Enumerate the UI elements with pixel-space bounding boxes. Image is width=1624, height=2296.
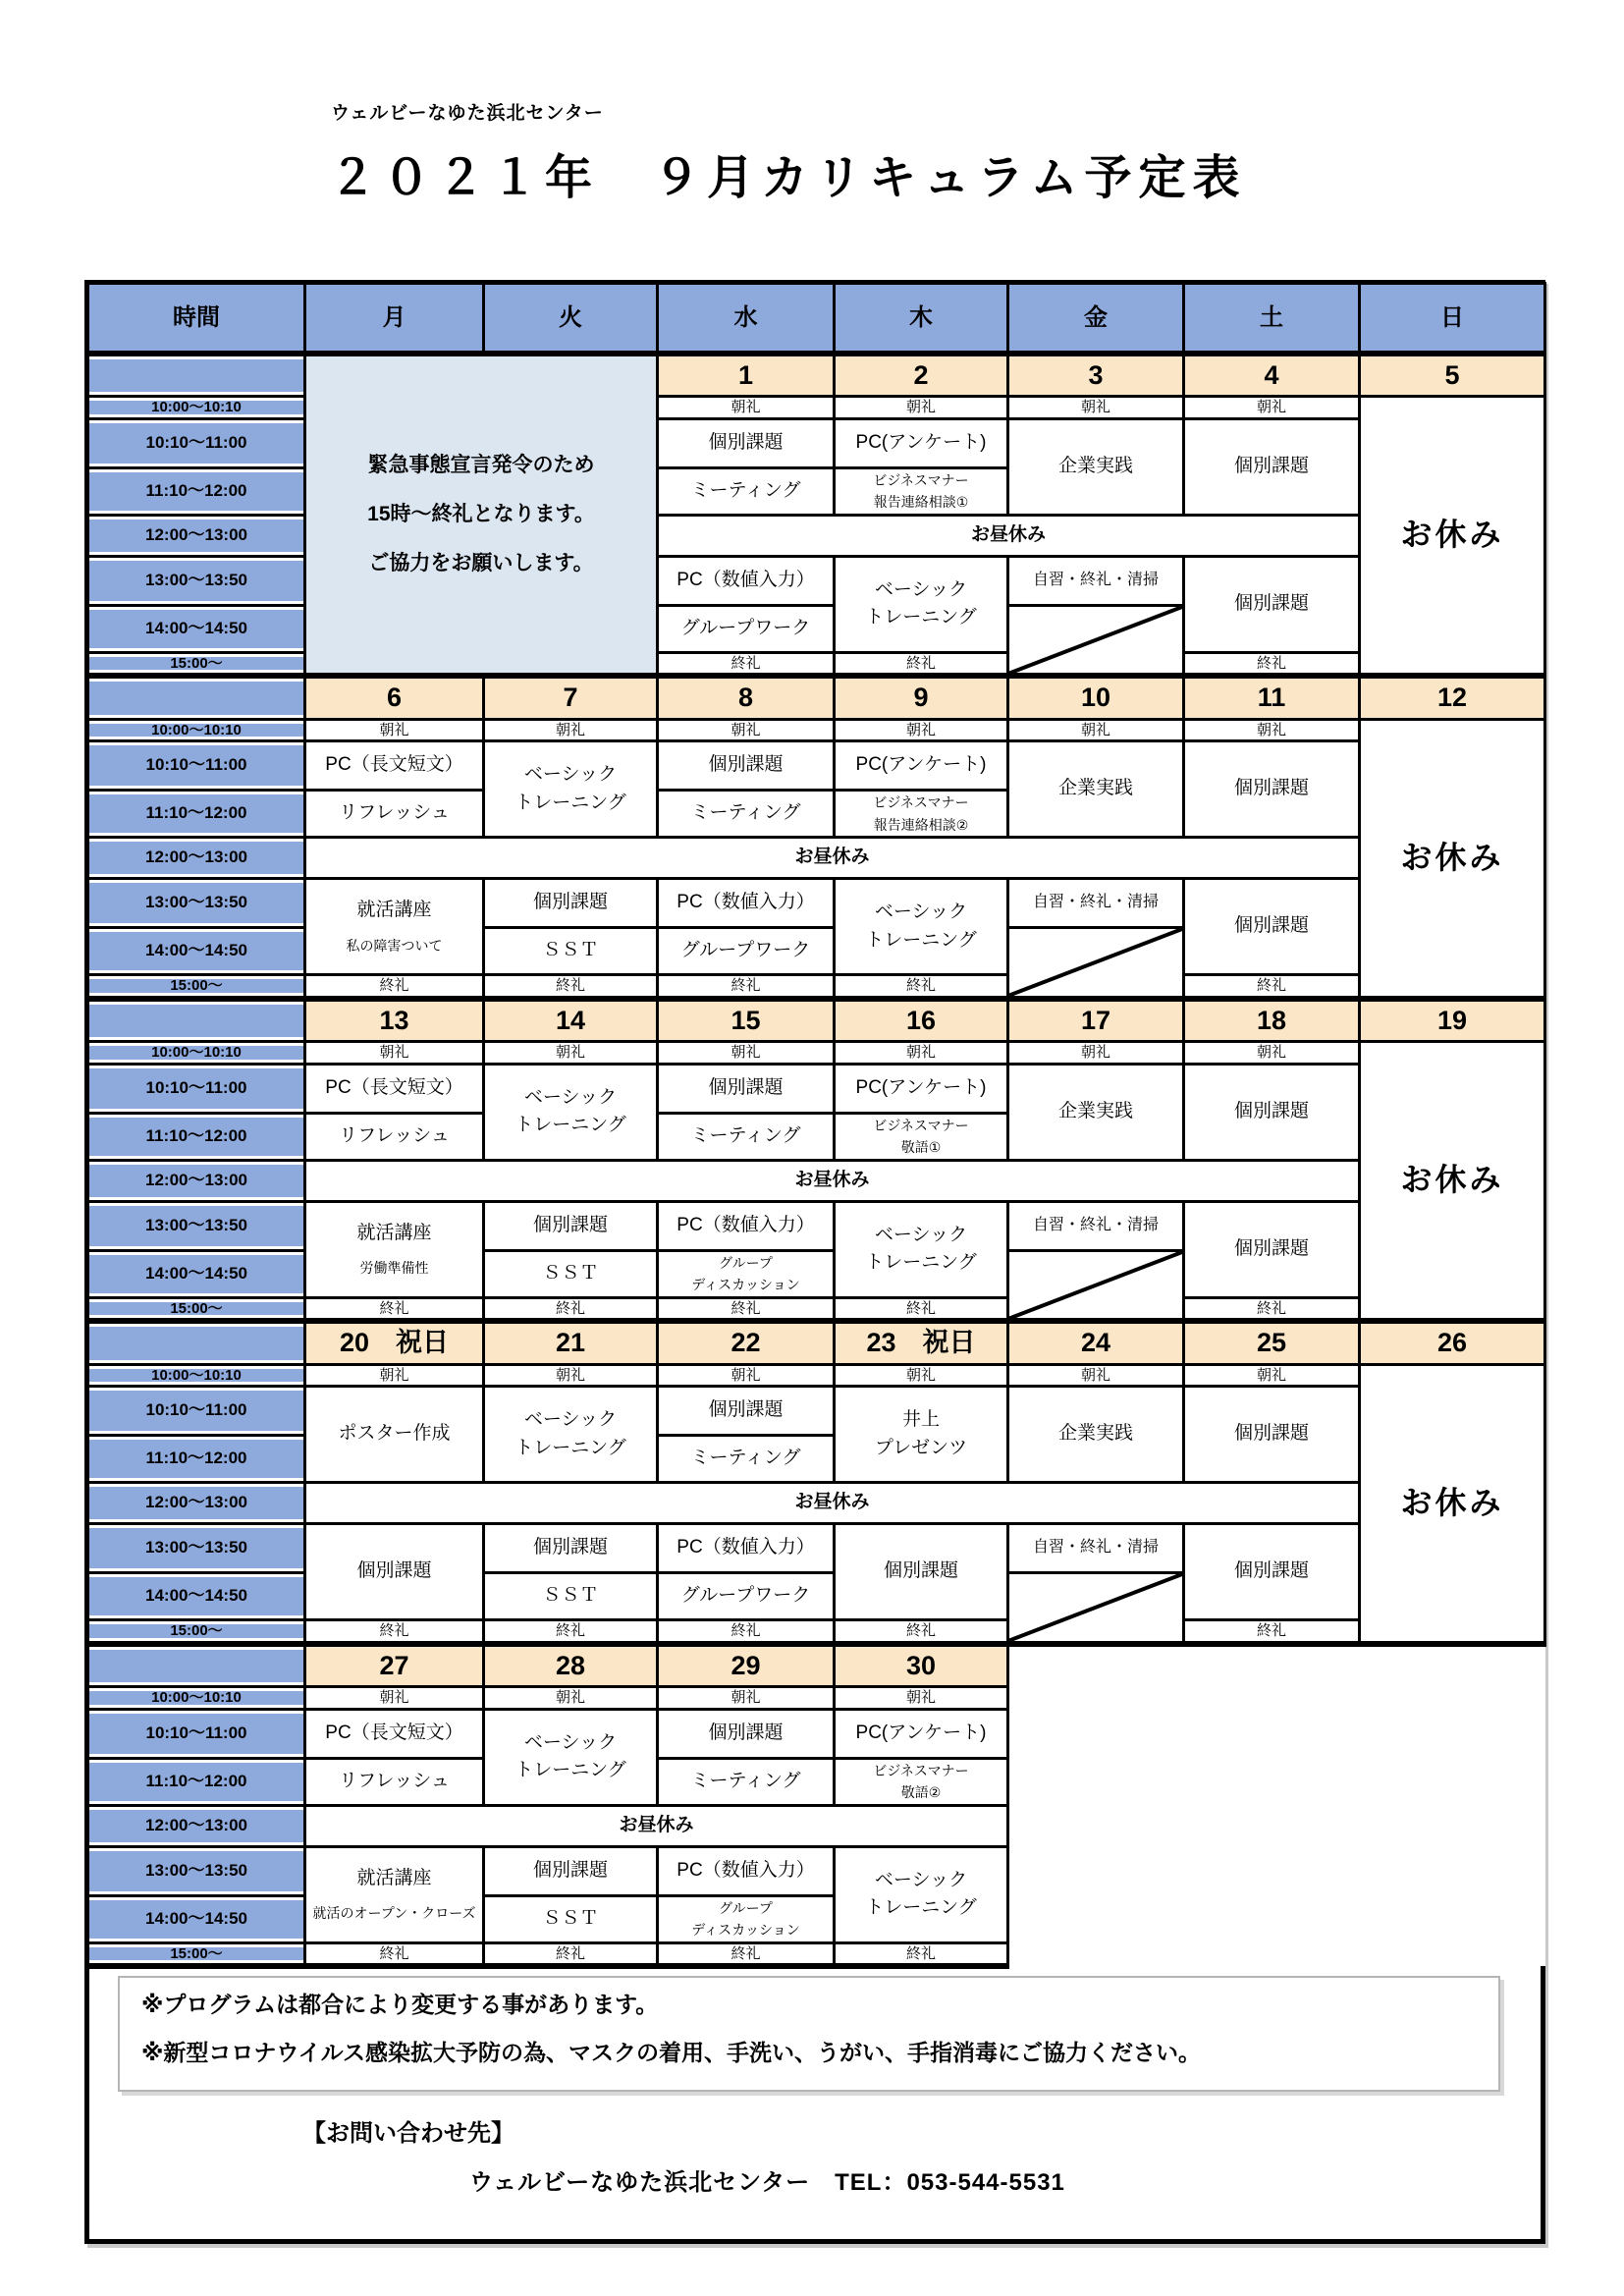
activity-cell: 個別課題	[1184, 1201, 1360, 1297]
col-header-thu: 木	[835, 284, 1008, 354]
date-cell: 16	[835, 999, 1008, 1042]
activity-cell: 個別課題	[1184, 556, 1360, 652]
date-cell: 18	[1184, 999, 1360, 1042]
col-header-wed: 水	[658, 284, 835, 354]
activity-cell: ＳＳＴ	[484, 928, 658, 975]
diagonal-line-icon	[1009, 1574, 1182, 1641]
morning-assembly-cell: 朝礼	[658, 719, 835, 741]
activity-cell: 個別課題	[1184, 741, 1360, 838]
dayoff-cell: お休み	[1360, 719, 1545, 999]
activity-line: トレーニング	[514, 792, 626, 813]
activity-cell: PC（数値入力）	[658, 1201, 835, 1250]
activity-cell	[484, 1387, 658, 1483]
activity-cell: ミーティング	[658, 791, 835, 838]
time-cell: 12:00～13:00	[88, 515, 305, 556]
activity-line: ベーシック	[523, 1731, 618, 1753]
closing-cell: 終礼	[835, 975, 1008, 999]
activity-line: トレーニング	[865, 607, 977, 628]
notice-line: 15時～終礼となります。	[367, 502, 595, 525]
activity-line: 就活講座	[356, 1222, 432, 1243]
morning-assembly-cell: 朝礼	[835, 719, 1008, 741]
lunch-cell: お昼休み	[658, 515, 1360, 556]
time-cell: 13:00～13:50	[88, 1201, 305, 1250]
activity-line: ベーシック	[874, 578, 968, 600]
activity-cell: グループワーク	[658, 605, 835, 652]
activity-line: プレゼンツ	[874, 1437, 968, 1458]
time-cell	[88, 1321, 305, 1364]
activity-cell	[305, 1201, 484, 1297]
activity-cell: ミーティング	[658, 1436, 835, 1483]
activity-cell: 個別課題	[484, 1846, 658, 1895]
week5-date-row	[88, 1644, 1545, 1687]
week3-date-row	[88, 999, 1545, 1042]
time-cell: 10:00～10:10	[88, 1687, 305, 1710]
activity-cell: PC（数値入力）	[658, 556, 835, 605]
activity-cell: PC（数値入力）	[658, 879, 835, 928]
time-cell: 14:00～14:50	[88, 1573, 305, 1620]
lunch-cell: お昼休み	[305, 1805, 1008, 1846]
closing-cell: 終礼	[484, 1620, 658, 1644]
activity-cell: PC(アンケート)	[835, 1709, 1008, 1758]
time-cell: 15:00～	[88, 975, 305, 999]
activity-subline: 就活のオープン・クローズ	[312, 1905, 476, 1922]
activity-line: ビジネスマナー	[873, 471, 969, 488]
closing-cell: 終礼	[1184, 975, 1360, 999]
activity-cell: 個別課題	[1184, 418, 1360, 515]
date-cell: 21	[484, 1321, 658, 1364]
date-cell: 28	[484, 1644, 658, 1687]
date-cell: 26	[1360, 1321, 1545, 1364]
time-cell: 10:00～10:10	[88, 1364, 305, 1387]
closing-cell: 終礼	[1184, 652, 1360, 676]
diagonal-cell	[1008, 605, 1184, 676]
morning-assembly-cell: 朝礼	[305, 1687, 484, 1710]
activity-line: ベーシック	[874, 1869, 968, 1890]
diagonal-cell	[1008, 1573, 1184, 1644]
date-cell: 8	[658, 676, 835, 719]
week4-date-row	[88, 1321, 1545, 1364]
closing-cell: 終礼	[305, 975, 484, 999]
activity-cell: PC(アンケート)	[835, 741, 1008, 791]
activity-line: トレーニング	[865, 929, 977, 951]
time-cell	[88, 1644, 305, 1687]
closing-cell: 終礼	[658, 1620, 835, 1644]
activity-line: 敬語②	[900, 1784, 942, 1800]
notice-line: ご協力をお願いします。	[368, 551, 594, 574]
date-cell: 2	[835, 354, 1008, 397]
time-cell: 10:10～11:00	[88, 741, 305, 791]
date-cell: 10	[1008, 676, 1184, 719]
activity-cell: ＳＳＴ	[484, 1895, 658, 1942]
activity-cell: グループワーク	[658, 928, 835, 975]
schedule-table	[86, 282, 1546, 1969]
activity-cell	[835, 879, 1008, 975]
activity-cell: 個別課題	[484, 1201, 658, 1250]
date-cell: 15	[658, 999, 835, 1042]
note-program-change: ※プログラムは都合により変更する事があります。	[141, 1992, 659, 2017]
closing-cell: 終礼	[658, 975, 835, 999]
closing-cell: 終礼	[835, 652, 1008, 676]
activity-cell: PC(アンケート)	[835, 418, 1008, 467]
week1-date-row	[88, 354, 1545, 397]
time-cell: 13:00～13:50	[88, 1524, 305, 1573]
activity-line: ビジネスマナー	[873, 1117, 969, 1133]
morning-assembly-cell: 朝礼	[835, 1042, 1008, 1065]
morning-assembly-cell: 朝礼	[835, 397, 1008, 419]
activity-line: ディスカッション	[691, 1922, 800, 1938]
activity-line: ビジネスマナー	[873, 1762, 969, 1778]
morning-assembly-cell: 朝礼	[484, 1687, 658, 1710]
week2-date-row	[88, 676, 1545, 719]
date-cell: 1	[658, 354, 835, 397]
diagonal-cell	[1008, 1250, 1184, 1321]
closing-cell: 終礼	[658, 1942, 835, 1966]
morning-assembly-cell: 朝礼	[1184, 397, 1360, 419]
date-cell: 14	[484, 999, 658, 1042]
emergency-notice-cell	[305, 354, 658, 677]
closing-cell: 終礼	[835, 1942, 1008, 1966]
diagonal-line-icon	[1009, 607, 1182, 674]
time-cell: 15:00～	[88, 1297, 305, 1321]
morning-assembly-cell: 朝礼	[1184, 1364, 1360, 1387]
blank-area	[1008, 1644, 1545, 1967]
activity-line: 報告連絡相談①	[873, 494, 969, 510]
note-covid: ※新型コロナウイルス感染拡大予防の為、マスクの着用、手洗い、うがい、手指消毒にご協力ください。	[141, 2040, 1201, 2065]
morning-assembly-cell: 朝礼	[658, 1687, 835, 1710]
col-header-sat: 土	[1184, 284, 1360, 354]
activity-line: グループ	[719, 1899, 773, 1916]
activity-line: ベーシック	[523, 764, 618, 785]
activity-cell: ポスター作成	[305, 1387, 484, 1483]
time-cell: 15:00～	[88, 1942, 305, 1966]
lunch-cell: お昼休み	[305, 1160, 1360, 1201]
time-cell: 10:10～11:00	[88, 418, 305, 467]
activity-line: トレーニング	[865, 1897, 977, 1918]
activity-subline: 私の障害ついて	[346, 937, 443, 954]
time-cell: 10:00～10:10	[88, 1042, 305, 1065]
activity-cell: リフレッシュ	[305, 1113, 484, 1160]
lunch-cell: お昼休み	[305, 838, 1360, 879]
activity-cell	[835, 467, 1008, 515]
activity-cell: 個別課題	[658, 1709, 835, 1758]
activity-cell: 個別課題	[1184, 1387, 1360, 1483]
activity-cell: ミーティング	[658, 1113, 835, 1160]
morning-assembly-cell: 朝礼	[835, 1687, 1008, 1710]
closing-cell: 終礼	[484, 1297, 658, 1321]
morning-assembly-cell: 朝礼	[305, 719, 484, 741]
date-cell: 12	[1360, 676, 1545, 719]
activity-cell: ミーティング	[658, 467, 835, 515]
morning-assembly-cell: 朝礼	[1008, 1364, 1184, 1387]
activity-cell: 個別課題	[658, 1387, 835, 1436]
time-cell: 12:00～13:00	[88, 838, 305, 879]
closing-cell: 終礼	[305, 1297, 484, 1321]
lunch-cell: お昼休み	[305, 1483, 1360, 1524]
self-study-cell: 自習・終礼・清掃	[1008, 1201, 1184, 1250]
morning-assembly-cell: 朝礼	[484, 719, 658, 741]
activity-line: トレーニング	[865, 1252, 977, 1273]
activity-cell: 個別課題	[484, 1524, 658, 1573]
activity-cell: 個別課題	[1184, 1064, 1360, 1160]
closing-cell: 終礼	[658, 652, 835, 676]
activity-cell: リフレッシュ	[305, 1758, 484, 1805]
date-cell: 30	[835, 1644, 1008, 1687]
activity-cell: PC（長文短文）	[305, 741, 484, 791]
notes-box	[118, 1976, 1500, 2092]
time-cell	[88, 354, 305, 397]
activity-line: 就活講座	[356, 1867, 432, 1888]
date-cell: 5	[1360, 354, 1545, 397]
time-cell: 13:00～13:50	[88, 1846, 305, 1895]
closing-cell: 終礼	[1184, 1297, 1360, 1321]
col-header-time: 時間	[88, 284, 305, 354]
time-cell: 12:00～13:00	[88, 1805, 305, 1846]
time-cell: 13:00～13:50	[88, 556, 305, 605]
header-row	[88, 284, 1545, 354]
activity-cell: 個別課題	[658, 418, 835, 467]
morning-assembly-cell: 朝礼	[1008, 397, 1184, 419]
activity-line: ビジネスマナー	[873, 794, 969, 811]
activity-cell	[835, 1387, 1008, 1483]
activity-cell: 個別課題	[658, 741, 835, 791]
activity-cell: 企業実践	[1008, 1387, 1184, 1483]
time-cell: 10:10～11:00	[88, 1387, 305, 1436]
activity-line: ベーシック	[874, 902, 968, 922]
activity-cell: PC（数値入力）	[658, 1524, 835, 1573]
activity-cell: PC（長文短文）	[305, 1064, 484, 1113]
activity-line: トレーニング	[514, 1115, 626, 1135]
date-cell: 27	[305, 1644, 484, 1687]
activity-line: ディスカッション	[691, 1277, 800, 1292]
activity-cell: 個別課題	[658, 1064, 835, 1113]
activity-cell: ＳＳＴ	[484, 1250, 658, 1297]
col-header-sun: 日	[1360, 284, 1545, 354]
morning-assembly-cell: 朝礼	[305, 1364, 484, 1387]
activity-cell: 企業実践	[1008, 1064, 1184, 1160]
morning-assembly-cell: 朝礼	[484, 1042, 658, 1065]
activity-cell	[835, 791, 1008, 838]
activity-cell: リフレッシュ	[305, 791, 484, 838]
date-cell: 17	[1008, 999, 1184, 1042]
activity-cell	[484, 1709, 658, 1805]
activity-cell: PC（数値入力）	[658, 1846, 835, 1895]
self-study-cell: 自習・終礼・清掃	[1008, 1524, 1184, 1573]
activity-line: ベーシック	[523, 1409, 618, 1430]
date-cell-holiday: 20 祝日	[305, 1321, 484, 1364]
page-title: ２０２１年 ９月カリキュラム予定表	[329, 152, 1247, 204]
activity-cell	[484, 741, 658, 838]
time-cell: 10:00～10:10	[88, 719, 305, 741]
closing-cell: 終礼	[658, 1297, 835, 1321]
activity-cell: PC（長文短文）	[305, 1709, 484, 1758]
activity-cell	[835, 1113, 1008, 1160]
closing-cell: 終礼	[484, 975, 658, 999]
date-cell: 11	[1184, 676, 1360, 719]
date-cell: 7	[484, 676, 658, 719]
date-cell: 29	[658, 1644, 835, 1687]
diagonal-line-icon	[1009, 1252, 1182, 1319]
closing-cell: 終礼	[305, 1620, 484, 1644]
time-cell: 10:00～10:10	[88, 397, 305, 419]
activity-cell: ＳＳＴ	[484, 1573, 658, 1620]
date-cell: 6	[305, 676, 484, 719]
contact-heading: 【お問い合わせ先】	[302, 2120, 514, 2147]
activity-line: トレーニング	[514, 1760, 626, 1780]
activity-cell	[658, 1250, 835, 1297]
activity-cell	[835, 1846, 1008, 1942]
activity-cell	[305, 879, 484, 975]
activity-cell	[835, 1201, 1008, 1297]
time-cell: 15:00～	[88, 1620, 305, 1644]
time-cell: 14:00～14:50	[88, 1250, 305, 1297]
date-cell: 3	[1008, 354, 1184, 397]
morning-assembly-cell: 朝礼	[1008, 719, 1184, 741]
time-cell: 10:10～11:00	[88, 1064, 305, 1113]
time-cell: 14:00～14:50	[88, 928, 305, 975]
date-cell: 4	[1184, 354, 1360, 397]
activity-cell	[305, 1846, 484, 1942]
closing-cell: 終礼	[484, 1942, 658, 1966]
activity-cell: 企業実践	[1008, 418, 1184, 515]
diagonal-line-icon	[1009, 929, 1182, 996]
activity-line: トレーニング	[514, 1437, 626, 1458]
morning-assembly-cell: 朝礼	[835, 1364, 1008, 1387]
time-cell: 10:10～11:00	[88, 1709, 305, 1758]
activity-cell: グループワーク	[658, 1573, 835, 1620]
activity-line: ベーシック	[874, 1224, 968, 1245]
date-cell: 13	[305, 999, 484, 1042]
time-cell: 13:00～13:50	[88, 879, 305, 928]
time-cell: 11:10～12:00	[88, 1758, 305, 1805]
org-name: ウェルビーなゆた浜北センター	[331, 103, 604, 124]
morning-assembly-cell: 朝礼	[1008, 1042, 1184, 1065]
time-cell: 15:00～	[88, 652, 305, 676]
self-study-cell: 自習・終礼・清掃	[1008, 556, 1184, 605]
morning-assembly-cell: 朝礼	[1184, 1042, 1360, 1065]
date-cell: 9	[835, 676, 1008, 719]
time-cell	[88, 676, 305, 719]
date-cell: 19	[1360, 999, 1545, 1042]
self-study-cell: 自習・終礼・清掃	[1008, 879, 1184, 928]
activity-line: グループ	[719, 1254, 773, 1271]
time-cell: 11:10～12:00	[88, 1436, 305, 1483]
activity-subline: 労働準備性	[359, 1260, 429, 1277]
morning-assembly-cell: 朝礼	[658, 1364, 835, 1387]
closing-cell: 終礼	[305, 1942, 484, 1966]
time-cell	[88, 999, 305, 1042]
contact-line: ウェルビーなゆた浜北センター TEL：053-544-5531	[469, 2169, 1065, 2196]
col-header-fri: 金	[1008, 284, 1184, 354]
time-cell: 11:10～12:00	[88, 467, 305, 515]
date-cell-holiday: 23 祝日	[835, 1321, 1008, 1364]
activity-cell: 個別課題	[1184, 1524, 1360, 1620]
col-header-mon: 月	[305, 284, 484, 354]
diagonal-cell	[1008, 928, 1184, 999]
time-cell: 11:10～12:00	[88, 791, 305, 838]
activity-cell	[658, 1895, 835, 1942]
activity-cell: 個別課題	[1184, 879, 1360, 975]
activity-line: 報告連絡相談②	[873, 816, 969, 833]
time-cell: 12:00～13:00	[88, 1483, 305, 1524]
activity-line: ベーシック	[523, 1086, 618, 1108]
morning-assembly-cell: 朝礼	[658, 1042, 835, 1065]
morning-assembly-cell: 朝礼	[305, 1042, 484, 1065]
morning-assembly-cell: 朝礼	[658, 397, 835, 419]
closing-cell: 終礼	[835, 1297, 1008, 1321]
activity-cell: ミーティング	[658, 1758, 835, 1805]
time-cell: 14:00～14:50	[88, 605, 305, 652]
activity-cell: 個別課題	[484, 879, 658, 928]
activity-cell: PC(アンケート)	[835, 1064, 1008, 1113]
dayoff-cell: お休み	[1360, 1042, 1545, 1322]
activity-cell: 企業実践	[1008, 741, 1184, 838]
activity-cell: 個別課題	[305, 1524, 484, 1620]
dayoff-cell: お休み	[1360, 1364, 1545, 1644]
time-cell: 14:00～14:50	[88, 1895, 305, 1942]
morning-assembly-cell: 朝礼	[484, 1364, 658, 1387]
activity-cell	[835, 1758, 1008, 1805]
activity-cell	[484, 1064, 658, 1160]
time-cell: 11:10～12:00	[88, 1113, 305, 1160]
col-header-tue: 火	[484, 284, 658, 354]
activity-line: 敬語①	[900, 1139, 942, 1155]
date-cell: 24	[1008, 1321, 1184, 1364]
activity-line: 就活講座	[356, 900, 432, 921]
time-cell: 12:00～13:00	[88, 1160, 305, 1201]
closing-cell: 終礼	[1184, 1620, 1360, 1644]
closing-cell: 終礼	[835, 1620, 1008, 1644]
date-cell: 25	[1184, 1321, 1360, 1364]
activity-cell	[835, 556, 1008, 652]
dayoff-cell: お休み	[1360, 397, 1545, 677]
morning-assembly-cell: 朝礼	[1184, 719, 1360, 741]
notice-line: 緊急事態宣言発令のため	[367, 453, 595, 476]
date-cell: 22	[658, 1321, 835, 1364]
activity-cell: 個別課題	[835, 1524, 1008, 1620]
activity-line: 井上	[901, 1409, 940, 1430]
